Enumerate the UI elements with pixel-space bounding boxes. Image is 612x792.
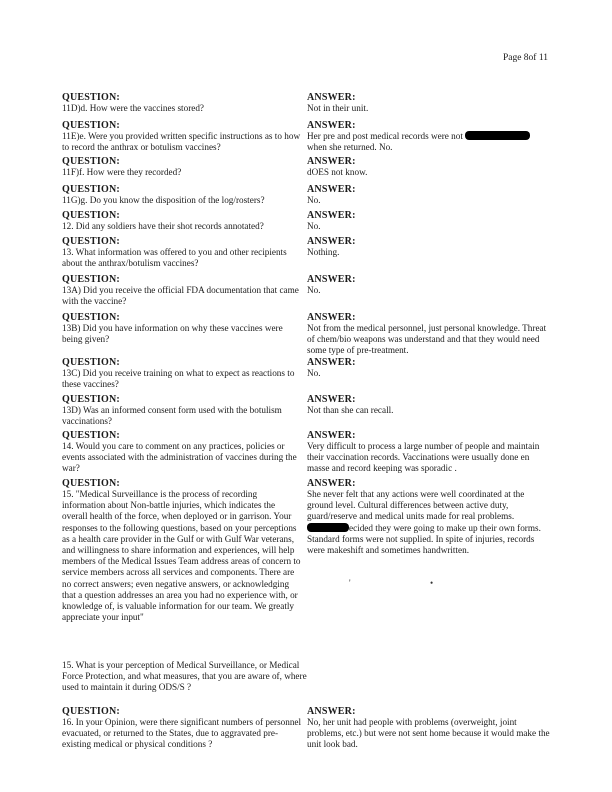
answer-text-part: when she returned. No. (307, 142, 393, 153)
free-question-text: 15. What is your perception of Medical Surveillance, or Medical Force Protection, and what measures, that you are aware of, where used to maintain it during ODS/S ? (62, 660, 307, 693)
answer-text-part: She never felt that any actions were well coordinated at the ground level. Cultural differences between active duty, guard/reserve and medical units made for real problems. (307, 489, 525, 522)
qa-block (62, 706, 552, 751)
question-label: QUESTION: (62, 236, 120, 247)
redaction-block (307, 523, 349, 532)
question-label: QUESTION: (62, 312, 120, 323)
answer-label: ANSWER: (307, 357, 356, 368)
answer-label: ANSWER: (307, 274, 356, 285)
qa-block (62, 478, 552, 623)
question-label: QUESTION: (62, 478, 120, 489)
answer-text: Not in their unit. (307, 103, 369, 113)
qa-block (62, 357, 552, 390)
answer-text: Not from the medical personnel, just personal knowledge. Threat of chem/bio weapons was understand and that they would need some type of pre-treatment. (307, 323, 547, 356)
answer-label: ANSWER: (307, 312, 356, 323)
answer-label: ANSWER: (307, 236, 356, 247)
answer-text: No. (307, 195, 321, 205)
answer-text: dOES not know. (307, 167, 368, 177)
stray-mark: ' (349, 578, 351, 588)
question-text: 11F)f. How were they recorded? (62, 167, 182, 177)
question-text: 11D)d. How were the vaccines stored? (62, 103, 205, 113)
question-text: 14. Would you care to comment on any practices, policies or events associated with the administration of vaccines during the war? (62, 441, 297, 474)
question-text: 13A) Did you receive the official FDA documentation that came with the vaccine? (62, 285, 299, 307)
answer-text-part: ecided they were going to make up their own forms. Standard forms were not supplied. In spite of injuries, records were makeshift and sometimes handwritten. (307, 522, 541, 556)
qa-block (62, 312, 552, 357)
answer-label: ANSWER: (307, 430, 356, 441)
question-text: 11E)e. Were you provided written specific instructions as to how to record the anthrax or botulism vaccines? (62, 131, 301, 153)
question-label: QUESTION: (62, 274, 120, 285)
question-label: QUESTION: (62, 156, 120, 167)
question-text: 12. Did any soldiers have their shot records annotated? (62, 221, 264, 231)
answer-label: ANSWER: (307, 706, 356, 717)
question-text: 13. What information was offered to you and other recipients about the anthrax/botulism vaccines? (62, 247, 287, 269)
qa-block (62, 430, 552, 475)
answer-text (307, 131, 552, 153)
qa-block (62, 236, 552, 269)
stray-mark: • (430, 578, 434, 588)
question-label: QUESTION: (62, 430, 120, 441)
question-text: 13B) Did you have information on why these vaccines were being given? (62, 323, 283, 345)
question-label: QUESTION: (62, 394, 120, 405)
qa-block (62, 210, 552, 232)
answer-label: ANSWER: (307, 184, 356, 195)
answer-label: ANSWER: (307, 156, 356, 167)
answer-text-part: Her pre and post medical records were not (307, 131, 463, 141)
question-text: 13D) Was an informed consent form used with the botulism vaccinations? (62, 405, 282, 427)
question-label: QUESTION: (62, 357, 120, 368)
answer-label: ANSWER: (307, 478, 356, 489)
question-text: 16. In your Opinion, were there significant numbers of personnel evacuated, or returned to the States, due to aggravated pre-existing medical or physical conditions ? (62, 717, 302, 750)
question-label: QUESTION: (62, 184, 120, 195)
question-label: QUESTION: (62, 120, 120, 131)
answer-text (307, 489, 552, 556)
page-number: Page 8of 11 (502, 53, 548, 63)
answer-label: ANSWER: (307, 92, 356, 103)
answer-text: No. (307, 285, 321, 295)
answer-label: ANSWER: (307, 394, 356, 405)
question-text: 15. "Medical Surveillance is the process of recording information about Non-battle injuries, which indicates the overall health of the force, when deployed or in garrison. Your responses to the following questions, based on your perceptions as a health care provider in the Gulf or with Gulf War veterans, and willingness to share information and experiences, will help members of the Medical Issues Team address areas of concern to service members across all services and components. There are no correct answers; even negative answers, or acknowledging that a question addresses an area you had no experience with, or knowledge of, is valuable information for our team. We greatly appreciate your input" (62, 489, 301, 623)
answer-text: Very difficult to process a large number of people and maintain their vaccination records. Vaccinations were usually done en masse and record keeping was sporadic . (307, 441, 540, 474)
qa-block (62, 184, 552, 206)
qa-block (62, 274, 552, 307)
question-label: QUESTION: (62, 92, 120, 103)
qa-block (62, 120, 552, 153)
answer-label: ANSWER: (307, 120, 356, 131)
question-label: QUESTION: (62, 706, 120, 717)
answer-text: Not than she can recall. (307, 405, 394, 415)
answer-label: ANSWER: (307, 210, 356, 221)
qa-block (62, 394, 552, 427)
answer-text: No. (307, 368, 321, 378)
answer-text: Nothing. (307, 247, 340, 257)
qa-block (62, 156, 552, 178)
qa-block (62, 92, 552, 114)
answer-text: No, her unit had people with problems (overweight, joint problems, etc.) but were not sent home because it would make the unit look bad. (307, 717, 550, 750)
question-label: QUESTION: (62, 210, 120, 221)
redaction-block (465, 131, 530, 140)
answer-text: No. (307, 221, 321, 231)
question-text: 13C) Did you receive training on what to expect as reactions to these vaccines? (62, 368, 295, 390)
question-text: 11G)g. Do you know the disposition of the log/rosters? (62, 195, 265, 205)
